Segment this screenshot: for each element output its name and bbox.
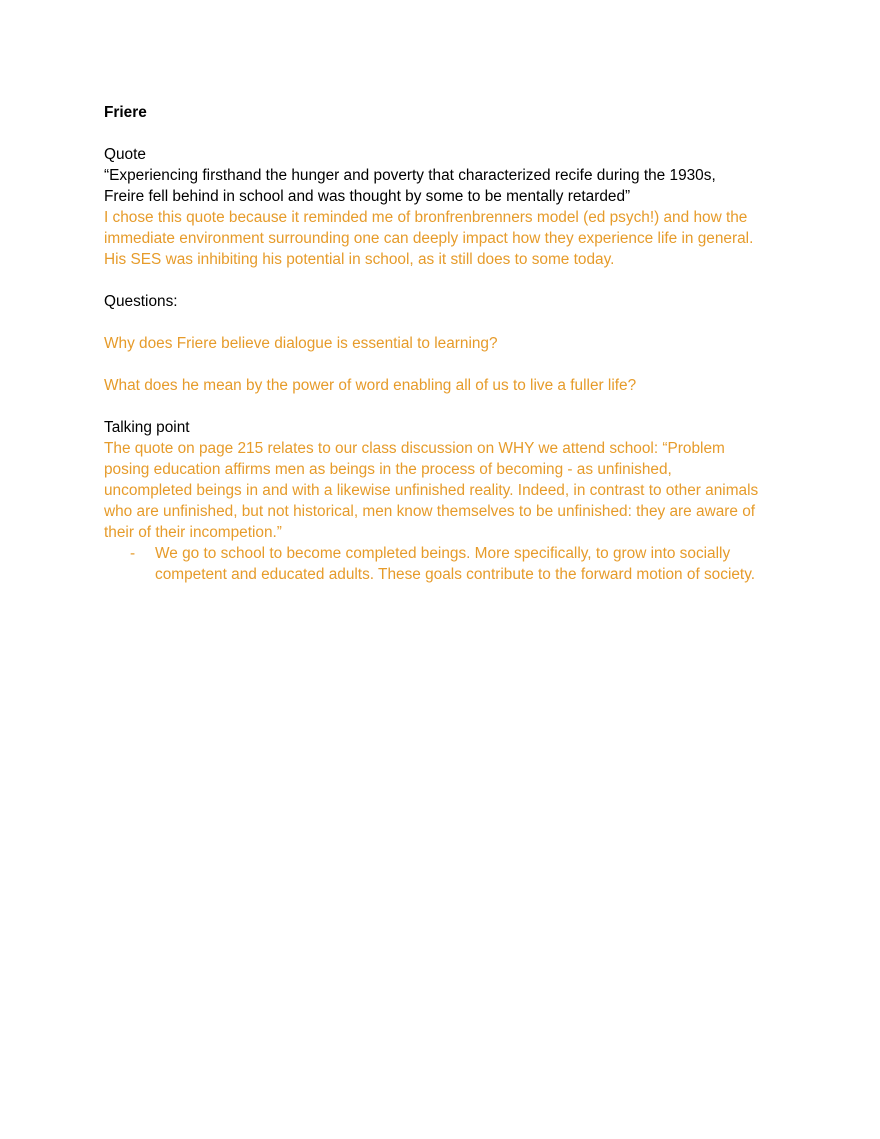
spacer — [104, 123, 794, 144]
spacer — [104, 396, 794, 417]
quote-line: “Experiencing firsthand the hunger and poverty that characterized recife during the 1930s, — [104, 167, 716, 184]
talking-point-line: who are unfinished, but not historical, men know themselves to be unfinished: they are aware of — [104, 503, 756, 520]
document-page — [104, 102, 794, 585]
bullet-text — [155, 543, 794, 585]
reflection-line: immediate environment surrounding one can deeply impact how they experience life in general. — [104, 230, 754, 247]
talking-point-line: posing education affirms men as beings in the process of becoming - as unfinished, — [104, 461, 672, 478]
spacer — [104, 312, 794, 333]
document-title: Friere — [104, 104, 147, 121]
talking-point-line: uncompleted beings in and with a likewise unfinished reality. Indeed, in contrast to other animals — [104, 482, 759, 499]
talking-point-line: their of their incompetion.” — [104, 524, 282, 541]
quote-heading: Quote — [104, 146, 146, 163]
question-item: What does he mean by the power of word enabling all of us to live a fuller life? — [104, 377, 637, 394]
talking-point-heading: Talking point — [104, 419, 190, 436]
spacer — [104, 354, 794, 375]
questions-heading: Questions: — [104, 293, 178, 310]
bullet-line: competent and educated adults. These goals contribute to the forward motion of society. — [155, 566, 756, 583]
talking-point-text — [104, 438, 794, 543]
bullet-item — [104, 543, 794, 585]
quote-line: Freire fell behind in school and was thought by some to be mentally retarded” — [104, 188, 631, 205]
talking-point-line: The quote on page 215 relates to our class discussion on WHY we attend school: “Problem — [104, 440, 725, 457]
bullet-line: We go to school to become completed beings. More specifically, to grow into socially — [155, 545, 731, 562]
spacer — [104, 270, 794, 291]
quote-text — [104, 165, 794, 207]
reflection-text — [104, 207, 794, 270]
reflection-line: His SES was inhibiting his potential in school, as it still does to some today. — [104, 251, 615, 268]
question-item: Why does Friere believe dialogue is essential to learning? — [104, 335, 498, 352]
reflection-line: I chose this quote because it reminded me of bronfrenbrenners model (ed psych!) and how the — [104, 209, 748, 226]
bullet-marker: - — [130, 545, 136, 562]
